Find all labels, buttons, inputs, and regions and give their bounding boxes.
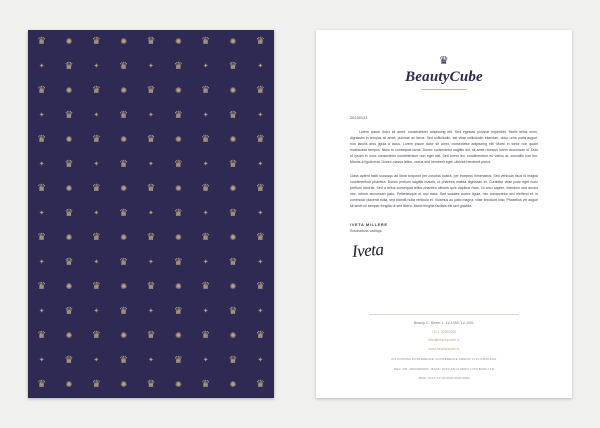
crown-icon: ♛ [37,183,47,195]
dot-icon: ✦ [148,308,154,316]
dot-icon: ✦ [202,210,209,218]
crown-icon: ♛ [91,379,101,391]
star-icon: ✺ [120,37,128,47]
star-icon: ✺ [65,135,73,145]
crown-icon: ♛ [255,36,265,48]
dot-icon: ✦ [148,259,154,267]
crown-icon: ♛ [173,256,183,268]
crown-icon: ♛ [228,256,238,268]
crown-icon: ♛ [438,55,450,67]
crown-icon: ♛ [201,330,211,342]
dot-icon: ✦ [148,112,154,120]
dot-icon: ✦ [93,210,100,218]
star-icon: ✺ [174,184,182,194]
star-icon: ✺ [174,331,182,341]
star-icon: ✺ [65,86,73,96]
star-icon: ✺ [174,380,182,390]
crown-icon: ♛ [37,232,47,244]
signature-block [350,223,538,262]
crown-icon: ♛ [91,36,101,48]
crown-icon: ♛ [119,60,129,72]
star-icon: ✺ [120,331,128,341]
star-icon: ✺ [65,331,73,341]
star-icon: ✺ [120,380,128,390]
crown-icon: ♛ [64,256,74,268]
crown-icon: ♛ [146,281,156,293]
paragraph: Lorem ipsum dolor sit amet, consectetuer adipiscing elit. Sed egestas pulvinar imperdiet. Morbi tellus enim, dignissim in tempus sit amet, pulvinar ac lacus. Sed sollicitudin, est vitae sollicitudin interdum, dolor urna porta augue, non iaculis arcu ligula a lacus. Lorem ipsum dolor sit amet, consectetur adipiscing elit. Morbi in tortor non quam malesuada tempus. Nunc in consequat lacus. Donec consectetur sagittis dui, sit amet rhoncus lorem accumsan id. Duis ut ipsum in nunc consectetur condimentum non eget nisl. Sed lorem leo, condimentum eu varius at, convallis non leo. Mauris a ligula erat. Donec massa tellus, varius sed hendrerit eget, ultrices hendrerit purus. [350,130,538,165]
crown-icon: ♛ [146,36,156,48]
document-reference: 20130123 [350,116,368,120]
crown-icon: ♛ [146,85,156,97]
dot-icon: ✦ [202,357,209,365]
crown-icon: ♛ [64,354,74,366]
crown-icon: ♛ [146,183,156,195]
star-icon: ✺ [120,86,128,96]
crown-icon: ♛ [201,85,211,97]
paragraph: Class aptent taciti sociosqu ad litora torquent per conubia nostra, per inceptos himenaeos. Sed vehicula risus id magna condimentum pharetra. Donec pretium sagittis mauris, ut pharetra massa dignissim et. Curabitur vitae justo eget nunc pretium lobortis. Sed a tellus consequat tellus pharetra ultrices quis dapibus risus. Ut arcu sapien, interdum sed auctor nec, rutrum accumsan justo. Pellentesque et orci dolor. Sed sodales auctor ligula, nec consectetur orci eleifend et, in commodo placerat nulla, sed blandit nulla vehicula et. Vivamus ac justo magna, vitae tincidunt odio. Phasellus vel augue sit amet mi semper fringilla ut sed libero. Morbi fringilla facilisis elit sed gravida. [350,174,538,209]
crown-icon: ♛ [173,158,183,170]
star-icon: ✺ [120,282,128,292]
footer-email: info@beautycube.lv [428,338,460,343]
crown-icon: ♛ [201,134,211,146]
footer-company: Beauty C. Street 1, LV-1050, LV-1001 [413,320,475,325]
letter-footer [316,314,572,382]
star-icon: ✺ [174,282,182,292]
dot-icon: ✦ [148,63,154,71]
dot-icon: ✦ [202,112,209,120]
crown-icon: ♛ [255,134,265,146]
crown-icon: ♛ [201,281,211,293]
dot-icon: ✦ [202,308,209,316]
star-icon: ✺ [120,135,128,145]
crown-icon: ♛ [228,207,238,219]
star-icon: ✺ [65,380,73,390]
star-icon: ✺ [229,86,237,96]
star-icon: ✺ [229,37,237,47]
crown-icon: ♛ [64,109,74,121]
footer-web: www.beautycube.lv [428,347,460,352]
signer-name: IVETA MILLERE [350,223,388,228]
crown-icon: ♛ [146,134,156,146]
crown-icon: ♛ [91,85,101,97]
logo-divider [421,89,467,90]
dot-icon: ✦ [93,357,100,365]
crown-icon: ♛ [201,36,211,48]
crown-icon: ♛ [255,85,265,97]
dot-icon: ✦ [148,357,154,365]
star-icon: ✺ [229,380,237,390]
letterhead-front [316,30,572,398]
crown-icon: ♛ [173,60,183,72]
crown-icon: ♛ [146,330,156,342]
dot-icon: ✦ [38,112,45,120]
crown-icon: ♛ [255,330,265,342]
dot-icon: ✦ [257,210,264,218]
handwritten-signature: Iveta [351,239,385,262]
star-icon: ✺ [120,233,128,243]
dot-icon: ✦ [148,210,154,218]
dot-icon: ✦ [202,161,209,169]
crown-icon: ♛ [37,36,47,48]
crown-icon: ♛ [37,281,47,293]
footer-legal-line-2: REG. NR. 40003000000 · BANK: LVXX AB LV DEPO LVXX BANK LTD [393,366,495,371]
dot-icon: ✦ [93,112,100,120]
crown-icon: ♛ [91,183,101,195]
dot-icon: ✦ [93,161,100,169]
crown-icon: ♛ [37,134,47,146]
crown-icon: ♛ [173,207,183,219]
crown-icon: ♛ [173,354,183,366]
crown-icon: ♛ [37,85,47,97]
crown-icon: ♛ [119,109,129,121]
crown-icon: ♛ [228,354,238,366]
dot-icon: ✦ [38,259,45,267]
letter-body [350,116,538,262]
crown-icon: ♛ [255,183,265,195]
dot-icon: ✦ [257,112,264,120]
star-icon: ✺ [174,135,182,145]
dot-icon: ✦ [257,63,264,71]
crown-icon: ♛ [119,207,129,219]
crown-icon: ♛ [91,134,101,146]
crown-icon: ♛ [228,158,238,170]
star-icon: ✺ [229,282,237,292]
dot-icon: ✦ [202,63,209,71]
star-icon: ✺ [229,184,237,194]
letter-content [316,30,572,398]
crown-icon: ♛ [201,379,211,391]
crown-icon: ♛ [255,281,265,293]
crown-icon: ♛ [201,183,211,195]
footer-divider [369,314,519,315]
dot-icon: ✦ [148,161,154,169]
star-icon: ✺ [174,37,182,47]
dot-icon: ✦ [93,259,100,267]
dot-icon: ✦ [38,210,45,218]
star-icon: ✺ [65,233,73,243]
crown-icon: ♛ [173,305,183,317]
crown-icon: ♛ [119,354,129,366]
footer-legal-line-3: IBAN: LVXX-XX-00 0000 0000 0000 [418,376,470,381]
crown-icon: ♛ [64,60,74,72]
crown-icon: ♛ [119,256,129,268]
dot-icon: ✦ [257,259,264,267]
crown-icon: ♛ [228,305,238,317]
crown-icon: ♛ [64,207,74,219]
dot-icon: ✦ [38,63,45,71]
brand-logo [316,56,572,90]
footer-phone: +371 20000000 [431,329,457,334]
dot-icon: ✦ [257,161,264,169]
dot-icon: ✦ [257,308,264,316]
dot-icon: ✦ [202,259,209,267]
crown-icon: ♛ [146,379,156,391]
crown-icon: ♛ [37,379,47,391]
star-icon: ✺ [65,184,73,194]
crown-icon: ♛ [64,305,74,317]
star-icon: ✺ [229,331,237,341]
crown-icon: ♛ [119,158,129,170]
brand-wordmark: BeautyCube [405,69,483,85]
crown-icon: ♛ [37,330,47,342]
crown-icon: ♛ [255,379,265,391]
star-icon: ✺ [65,282,73,292]
dot-icon: ✦ [93,63,100,71]
dot-icon: ✦ [38,308,45,316]
crown-icon: ♛ [91,281,101,293]
star-icon: ✺ [174,233,182,243]
crown-icon: ♛ [91,330,101,342]
crown-icon: ♛ [255,232,265,244]
crown-icon: ♛ [173,109,183,121]
crown-icon: ♛ [201,232,211,244]
crown-icon: ♛ [146,232,156,244]
dot-icon: ✦ [93,308,100,316]
dot-icon: ✦ [38,161,45,169]
pattern-grid [28,30,274,398]
signer-role: Rotolsalona vaditaja [350,229,382,234]
star-icon: ✺ [174,86,182,96]
crown-icon: ♛ [228,109,238,121]
dot-icon: ✦ [38,357,45,365]
star-icon: ✺ [229,233,237,243]
star-icon: ✺ [120,184,128,194]
patterned-letterhead-back [28,30,274,398]
crown-icon: ♛ [228,60,238,72]
crown-icon: ♛ [64,158,74,170]
star-icon: ✺ [65,37,73,47]
dot-icon: ✦ [257,357,264,365]
star-icon: ✺ [229,135,237,145]
footer-legal-line-1: A/S FINANSU KONFERENCE ICONFERENCE CREDIT: LVXL RIZXLZ12L [391,356,497,361]
crown-icon: ♛ [91,232,101,244]
crown-icon: ♛ [119,305,129,317]
